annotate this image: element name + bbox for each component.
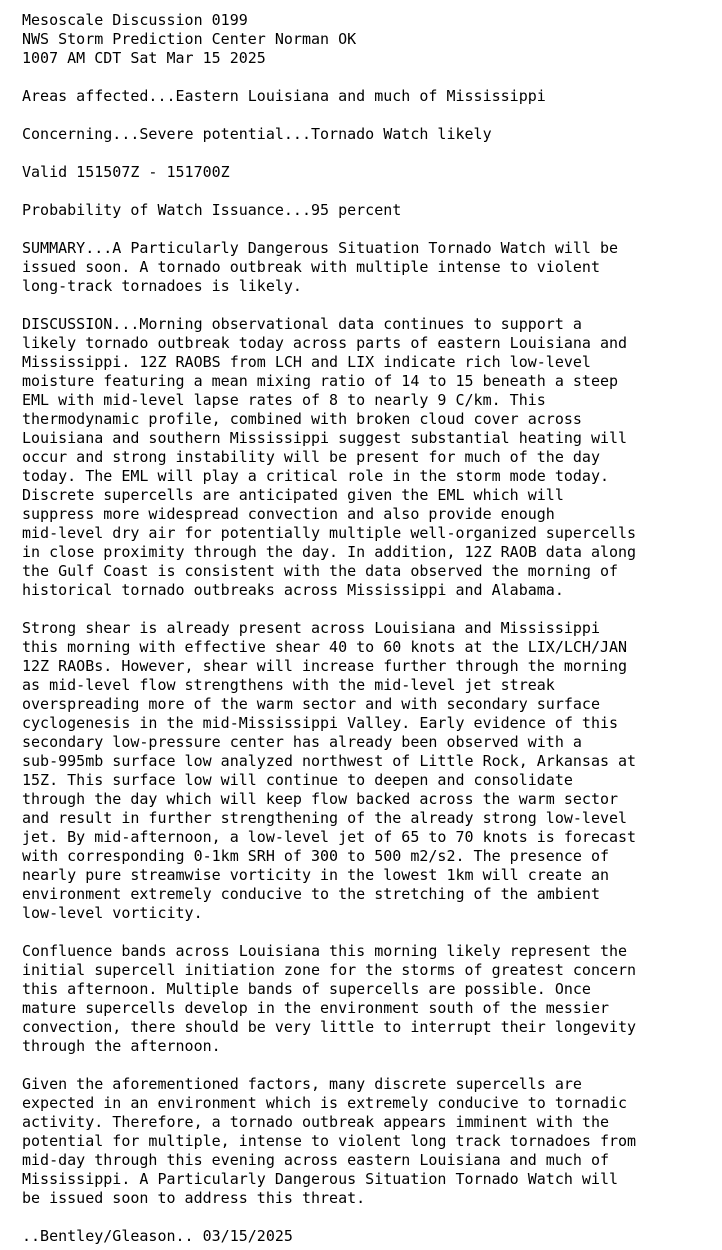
discussion-line: 12Z RAOBs. However, shear will increase further through the morning bbox=[22, 657, 628, 675]
discussion-line: the Gulf Coast is consistent with the data observed the morning of bbox=[22, 562, 619, 580]
discussion-line: mid-day through this evening across eastern Louisiana and much of bbox=[22, 1151, 609, 1169]
summary-line: issued soon. A tornado outbreak with multiple intense to violent bbox=[22, 258, 600, 276]
discussion-paragraph-1 bbox=[22, 315, 722, 600]
spacer bbox=[22, 1208, 722, 1227]
summary-line: SUMMARY...A Particularly Dangerous Situation Tornado Watch will be bbox=[22, 239, 619, 257]
summary-line: long-track tornadoes is likely. bbox=[22, 277, 302, 295]
discussion-line: in close proximity through the day. In addition, 12Z RAOB data along bbox=[22, 543, 637, 561]
discussion-line: historical tornado outbreaks across Mississippi and Alabama. bbox=[22, 581, 564, 599]
discussion-line: overspreading more of the warm sector and with secondary surface bbox=[22, 695, 600, 713]
discussion-line: secondary low-pressure center has already been observed with a bbox=[22, 733, 582, 751]
spacer bbox=[22, 106, 722, 125]
discussion-line: today. The EML will play a critical role in the storm mode today. bbox=[22, 467, 609, 485]
discussion-line: sub-995mb surface low analyzed northwest of Little Rock, Arkansas at bbox=[22, 752, 637, 770]
forecaster-signature: ..Bentley/Gleason.. 03/15/2025 bbox=[22, 1227, 293, 1245]
areas-affected: Areas affected...Eastern Louisiana and much of Mississippi bbox=[22, 87, 546, 105]
discussion-line: occur and strong instability will be present for much of the day bbox=[22, 448, 600, 466]
discussion-line: Confluence bands across Louisiana this morning likely represent the bbox=[22, 942, 628, 960]
discussion-line: convection, there should be very little to interrupt their longevity bbox=[22, 1018, 637, 1036]
discussion-line: suppress more widespread convection and also provide enough bbox=[22, 505, 555, 523]
spacer bbox=[22, 600, 722, 619]
discussion-line: Strong shear is already present across Louisiana and Mississippi bbox=[22, 619, 600, 637]
watch-probability: Probability of Watch Issuance...95 percent bbox=[22, 201, 402, 219]
discussion-line: likely tornado outbreak today across parts of eastern Louisiana and bbox=[22, 334, 628, 352]
discussion-line: potential for multiple, intense to violent long track tornadoes from bbox=[22, 1132, 637, 1150]
spacer bbox=[22, 1056, 722, 1075]
discussion-line: with corresponding 0-1km SRH of 300 to 500 m2/s2. The presence of bbox=[22, 847, 609, 865]
discussion-line: through the day which will keep flow backed across the warm sector bbox=[22, 790, 619, 808]
discussion-line: EML with mid-level lapse rates of 8 to nearly 9 C/km. This bbox=[22, 391, 546, 409]
spacer bbox=[22, 144, 722, 163]
spacer bbox=[22, 68, 722, 87]
discussion-line: environment extremely conducive to the stretching of the ambient bbox=[22, 885, 600, 903]
discussion-line: thermodynamic profile, combined with broken cloud cover across bbox=[22, 410, 582, 428]
discussion-line: and result in further strengthening of the already strong low-level bbox=[22, 809, 628, 827]
issue-time: 1007 AM CDT Sat Mar 15 2025 bbox=[22, 49, 266, 67]
issuing-office: NWS Storm Prediction Center Norman OK bbox=[22, 30, 357, 48]
spacer bbox=[22, 296, 722, 315]
discussion-line: low-level vorticity. bbox=[22, 904, 203, 922]
spacer bbox=[22, 923, 722, 942]
discussion-line: be issued soon to address this threat. bbox=[22, 1189, 366, 1207]
discussion-line: initial supercell initiation zone for the storms of greatest concern bbox=[22, 961, 637, 979]
discussion-line: mature supercells develop in the environment south of the messier bbox=[22, 999, 609, 1017]
discussion-line: expected in an environment which is extremely conducive to tornadic bbox=[22, 1094, 628, 1112]
discussion-line: Mississippi. A Particularly Dangerous Situation Tornado Watch will bbox=[22, 1170, 619, 1188]
valid-period: Valid 151507Z - 151700Z bbox=[22, 163, 230, 181]
discussion-line: mid-level dry air for potentially multiple well-organized supercells bbox=[22, 524, 637, 542]
discussion-line: as mid-level flow strengthens with the mid-level jet streak bbox=[22, 676, 555, 694]
discussion-paragraph-3 bbox=[22, 942, 722, 1056]
discussion-line: Given the aforementioned factors, many discrete supercells are bbox=[22, 1075, 582, 1093]
discussion-line: nearly pure streamwise vorticity in the lowest 1km will create an bbox=[22, 866, 609, 884]
discussion-paragraph-4 bbox=[22, 1075, 722, 1208]
spacer bbox=[22, 182, 722, 201]
concerning-line: Concerning...Severe potential...Tornado Watch likely bbox=[22, 125, 492, 143]
discussion-line: 15Z. This surface low will continue to deepen and consolidate bbox=[22, 771, 573, 789]
discussion-line: moisture featuring a mean mixing ratio of 14 to 15 beneath a steep bbox=[22, 372, 619, 390]
discussion-line: this afternoon. Multiple bands of supercells are possible. Once bbox=[22, 980, 591, 998]
discussion-paragraph-2 bbox=[22, 619, 722, 923]
discussion-line: this morning with effective shear 40 to 60 knots at the LIX/LCH/JAN bbox=[22, 638, 628, 656]
discussion-line: Mississippi. 12Z RAOBS from LCH and LIX indicate rich low-level bbox=[22, 353, 591, 371]
summary-section bbox=[22, 239, 722, 296]
discussion-line: Discrete supercells are anticipated given the EML which will bbox=[22, 486, 564, 504]
discussion-line: cyclogenesis in the mid-Mississippi Valley. Early evidence of this bbox=[22, 714, 619, 732]
discussion-title: Mesoscale Discussion 0199 bbox=[22, 11, 248, 29]
discussion-line: activity. Therefore, a tornado outbreak appears imminent with the bbox=[22, 1113, 609, 1131]
discussion-line: jet. By mid-afternoon, a low-level jet of 65 to 70 knots is forecast bbox=[22, 828, 637, 846]
discussion-line: Louisiana and southern Mississippi suggest substantial heating will bbox=[22, 429, 628, 447]
discussion-line: through the afternoon. bbox=[22, 1037, 221, 1055]
discussion-line: DISCUSSION...Morning observational data continues to support a bbox=[22, 315, 582, 333]
spacer bbox=[22, 220, 722, 239]
